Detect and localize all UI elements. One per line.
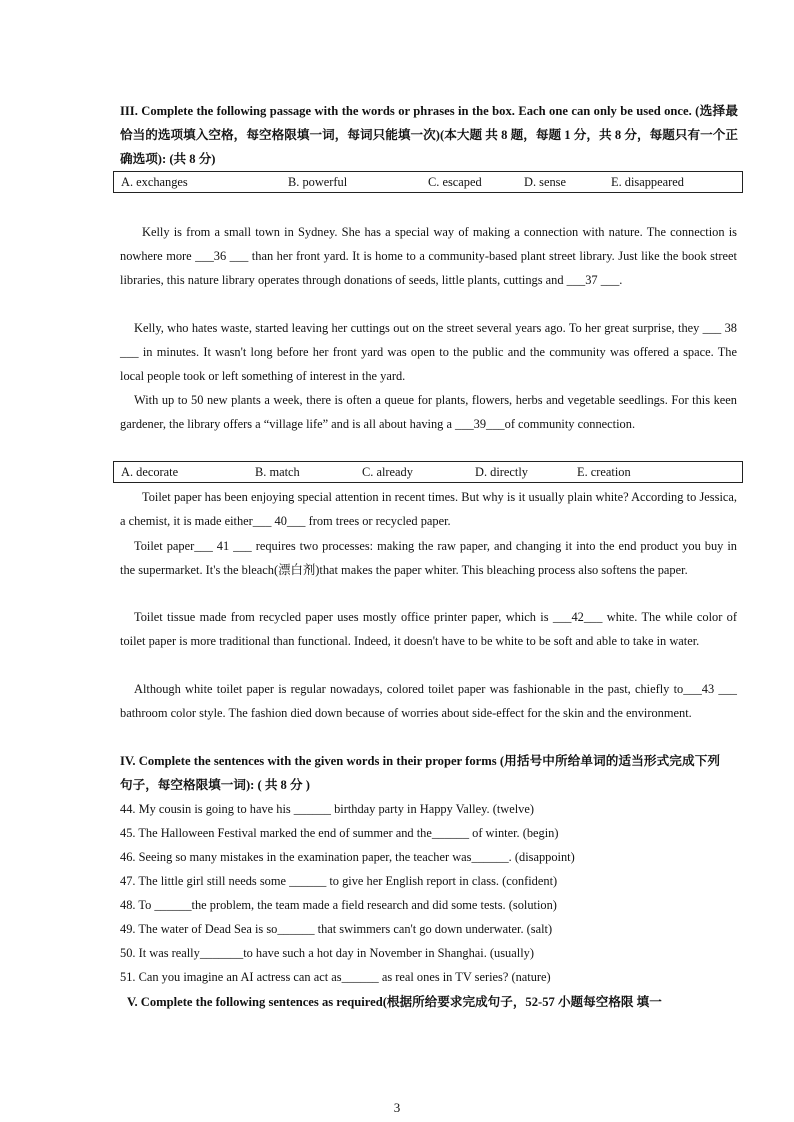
question-item: 51. Can you imagine an AI actress can act as______ as real ones in TV series? (nature) [120,970,551,984]
question-item: 45. The Halloween Festival marked the end of summer and the______ of winter. (begin) [120,826,559,840]
passage-1-paragraph: Kelly, who hates waste, started leaving her cuttings out on the street several years ago. To her great surprise, they ___ 38 ___ in minutes. It wasn't long before her front yard was open to the public and the community was offered a space. The local people took or left something of interest in the yard. [120,321,737,383]
page-number: 3 [393,1100,401,1115]
passage-2-paragraph: Although white toilet paper is regular nowadays, colored toilet paper was fashionable in the past, chiefly to___43 ___ bathroom color style. The fashion died down because of worries about side-effect for the skin and the environment. [120,682,737,720]
question-item: 47. The little girl still needs some ______ to give her English report in class. (confident) [120,874,558,888]
option: D. directly [475,465,528,479]
section-3-title: III. Complete the following passage with the words or phrases in the box. Each one can only be used once. (选择最恰当的选项填入空格，每空格限填一词，每词只能填一次)(本大题 共 8 题，每题 1 分，共 8 分，每题只有一个正确选项): (共 8 分) [120,104,738,166]
option: D. sense [524,175,566,189]
passage-2-paragraph: Toilet paper has been enjoying special attention in recent times. But why is it usually plain white? According to Jessica, a chemist, it is made either___ 40___ from trees or recycled paper. [120,490,737,528]
option: B. match [255,465,300,479]
passage-2-paragraph: Toilet tissue made from recycled paper uses mostly office printer paper, which is ___42___ white. The while color of toilet paper is more traditional than functional. Indeed, it doesn't have to be white to be soft and able to take in water. [120,610,737,648]
option: C. already [362,465,413,479]
option: B. powerful [288,175,348,189]
option: E. creation [577,465,631,479]
question-item: 49. The water of Dead Sea is so______ that swimmers can't go down underwater. (salt) [120,922,553,936]
option: C. escaped [428,175,482,189]
section-5-title: V. Complete the following sentences as required(根据所给要求完成句子，52-57 小题每空格限 填一 [127,995,662,1009]
option: E. disappeared [611,175,684,189]
passage-1-paragraph: Kelly is from a small town in Sydney. She has a special way of making a connection with nature. The connection is nowhere more ___36 ___ than her front yard. It is home to a community-based plant street library. Just like the book street libraries, this nature library operates through donations of seeds, little plants, cuttings and ___37 ___. [120,225,737,287]
option: A. decorate [121,465,179,479]
option: A. exchanges [121,175,188,189]
passage-1-paragraph: With up to 50 new plants a week, there is often a queue for plants, flowers, herbs and vegetable seedlings. For this keen gardener, the library offers a “village life” and is all about having a ___39___of community connection. [120,393,737,431]
passage-2-paragraph: Toilet paper___ 41 ___ requires two processes: making the raw paper, and changing it into the end product you buy in the supermarket. It's the bleach(漂白剂)that makes the paper whiter. This bleaching process also softens the paper. [120,539,737,577]
question-item: 46. Seeing so many mistakes in the examination paper, the teacher was______. (disappoint) [120,850,575,864]
section-4-title: IV. Complete the sentences with the given words in their proper forms (用括号中所给单词的适当形式完成下列句子，每空格限填一词): ( 共 8 分 ) [120,754,720,792]
word-box-2 [113,461,743,483]
word-box-1 [113,171,743,193]
question-item: 44. My cousin is going to have his ______ birthday party in Happy Valley. (twelve) [120,802,534,816]
question-item: 48. To ______the problem, the team made a field research and did some tests. (solution) [120,898,557,912]
question-item: 50. It was really_______to have such a hot day in November in Shanghai. (usually) [120,946,534,960]
